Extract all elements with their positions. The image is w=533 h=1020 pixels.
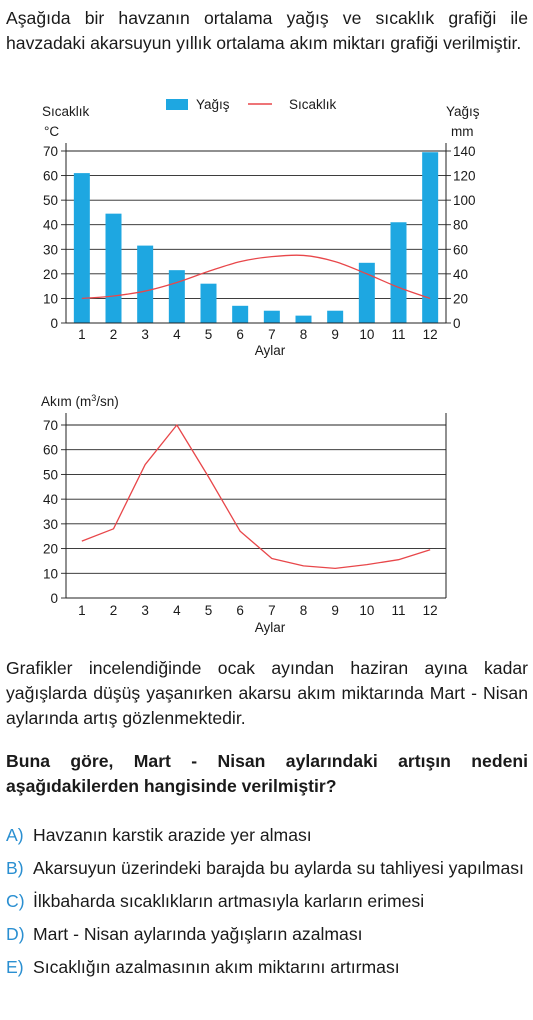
left-tick-label: 30 bbox=[42, 242, 58, 258]
precip-bar bbox=[296, 316, 312, 323]
left-tick-label: 20 bbox=[42, 266, 58, 282]
flow-x-axis-label: Aylar bbox=[254, 620, 286, 635]
climate-chart bbox=[0, 92, 533, 362]
x-tick-label: 7 bbox=[268, 327, 276, 342]
flow-chart bbox=[0, 390, 533, 640]
option-text: Sıcaklığın azalmasının akım miktarını artırması bbox=[33, 957, 400, 977]
left-tick-label: 50 bbox=[42, 193, 58, 209]
left-tick-label: 0 bbox=[50, 316, 58, 331]
x-tick-label: 8 bbox=[299, 603, 308, 618]
option-letter: D) bbox=[6, 924, 25, 944]
option-a[interactable] bbox=[6, 823, 528, 848]
option-letter: A) bbox=[6, 825, 24, 845]
x-tick-label: 6 bbox=[236, 327, 244, 342]
left-tick-label: 10 bbox=[42, 291, 58, 307]
y-tick-label: 30 bbox=[42, 516, 58, 532]
y-tick-label: 70 bbox=[42, 418, 58, 433]
right-tick-label: 60 bbox=[453, 242, 469, 258]
x-tick-label: 1 bbox=[78, 327, 86, 342]
temperature-line bbox=[82, 255, 430, 298]
option-letter: E) bbox=[6, 957, 24, 977]
legend-bar-label: Yağış bbox=[196, 97, 230, 112]
precip-bar bbox=[232, 306, 248, 323]
y-tick-label: 0 bbox=[50, 591, 58, 606]
option-letter: C) bbox=[6, 891, 25, 911]
x-tick-label: 2 bbox=[109, 603, 118, 618]
option-c[interactable] bbox=[6, 889, 528, 914]
x-tick-label: 11 bbox=[391, 603, 406, 618]
precip-bar bbox=[422, 152, 438, 323]
x-tick-label: 4 bbox=[173, 327, 181, 342]
right-axis-unit: mm bbox=[451, 124, 474, 139]
x-tick-label: 12 bbox=[422, 603, 438, 618]
x-tick-label: 5 bbox=[204, 603, 213, 618]
left-tick-label: 70 bbox=[42, 144, 58, 159]
option-text: İlkbaharda sıcaklıkların artmasıyla karların erimesi bbox=[33, 891, 425, 911]
x-tick-label: 7 bbox=[268, 603, 276, 618]
precip-bar bbox=[391, 222, 407, 323]
right-tick-label: 140 bbox=[453, 144, 476, 159]
x-tick-label: 10 bbox=[359, 327, 375, 342]
question-text: Buna göre, Mart - Nisan aylarındaki artışın nedeni aşağıdakilerden hangisinde verilmiştir? bbox=[6, 751, 528, 796]
precip-bar bbox=[327, 311, 343, 323]
option-text: Havzanın karstik arazide yer alması bbox=[33, 825, 312, 845]
right-tick-label: 80 bbox=[453, 217, 469, 233]
right-axis-label: Yağış bbox=[446, 104, 480, 119]
option-b[interactable] bbox=[6, 856, 528, 881]
right-tick-label: 0 bbox=[453, 316, 461, 331]
flow-y-axis-sup: 3 bbox=[91, 393, 97, 403]
precip-bar bbox=[106, 214, 122, 323]
x-tick-label: 4 bbox=[173, 603, 181, 618]
right-tick-label: 20 bbox=[453, 291, 469, 307]
precip-bar bbox=[169, 270, 185, 323]
y-tick-label: 40 bbox=[42, 492, 58, 508]
option-e[interactable] bbox=[6, 955, 528, 980]
x-tick-label: 12 bbox=[422, 327, 438, 342]
x-tick-label: 3 bbox=[141, 327, 149, 342]
precip-bar bbox=[201, 284, 217, 323]
y-tick-label: 50 bbox=[42, 467, 58, 483]
x-tick-label: 2 bbox=[109, 327, 118, 342]
intro-text: Aşağıda bir havzanın ortalama yağış ve sıcaklık grafiği ile havzadaki akarsuyun yıllık ortalama akım miktarı grafiği verilmiştir. bbox=[6, 8, 528, 53]
right-tick-label: 40 bbox=[453, 266, 469, 282]
flow-line bbox=[82, 425, 430, 568]
x-tick-label: 3 bbox=[141, 603, 149, 618]
option-text: Akarsuyun üzerindeki barajda bu aylarda su tahliyesi yapılması bbox=[33, 858, 524, 878]
precip-bar bbox=[137, 246, 153, 323]
x-tick-label: 11 bbox=[391, 327, 406, 342]
option-letter: B) bbox=[6, 858, 24, 878]
left-axis-unit: °C bbox=[44, 124, 60, 139]
precip-bar bbox=[74, 173, 90, 323]
x-tick-label: 10 bbox=[359, 603, 375, 618]
answer-options bbox=[6, 823, 528, 988]
paragraph-text: Grafikler incelendiğinde ocak ayından haziran ayına kadar yağışlarda düşüş yaşanırken akarsu akım miktarında Mart - Nisan aylarında artış gözlenmektedir. bbox=[6, 658, 528, 728]
left-tick-label: 40 bbox=[42, 217, 58, 233]
precip-bar bbox=[264, 311, 280, 323]
y-tick-label: 20 bbox=[42, 541, 58, 557]
right-tick-label: 100 bbox=[453, 193, 476, 209]
legend-line-label: Sıcaklık bbox=[289, 97, 337, 112]
x-axis-label: Aylar bbox=[254, 343, 286, 358]
option-d[interactable] bbox=[6, 922, 528, 947]
x-tick-label: 1 bbox=[78, 603, 86, 618]
right-tick-label: 120 bbox=[453, 168, 476, 184]
x-tick-label: 5 bbox=[204, 327, 213, 342]
left-tick-label: 60 bbox=[42, 168, 58, 184]
x-tick-label: 9 bbox=[331, 603, 339, 618]
y-tick-label: 10 bbox=[42, 566, 58, 582]
x-tick-label: 9 bbox=[331, 327, 339, 342]
x-tick-label: 8 bbox=[299, 327, 308, 342]
y-tick-label: 60 bbox=[42, 442, 58, 458]
flow-y-axis-label: Akım $(m^3/sn)$ bbox=[41, 393, 119, 409]
x-tick-label: 6 bbox=[236, 603, 244, 618]
option-text: Mart - Nisan aylarında yağışların azalması bbox=[33, 924, 363, 944]
legend-bar-swatch bbox=[166, 99, 188, 110]
left-axis-label: Sıcaklık bbox=[42, 104, 90, 119]
